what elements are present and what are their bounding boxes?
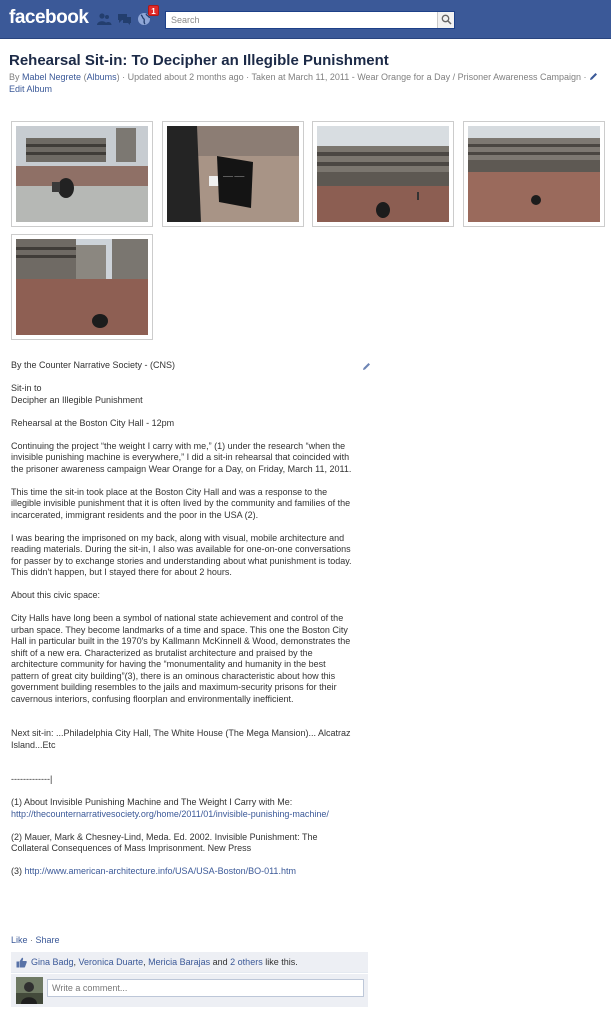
photo-image <box>167 126 299 222</box>
photo-thumbnail[interactable] <box>463 121 605 227</box>
photo-image <box>16 126 148 222</box>
friend-requests-icon[interactable] <box>96 12 112 26</box>
description-paragraph: (1) About Invisible Punishing Machine and The Weight I Carry with Me: <box>11 797 293 807</box>
notification-badge[interactable]: 1 <box>148 5 159 16</box>
search-button[interactable] <box>437 12 454 28</box>
description-paragraph: Continuing the project “the weight I carry with me,” (1) under the research “when the invisible punishing machine is everywhere,” I did a sit-in rehearsal that coincided with the prisoner awareness campaign Wear Orange for a Day, on Friday, March 11, 2011. <box>11 440 352 474</box>
photo-thumbnail[interactable] <box>162 121 304 227</box>
search-icon <box>441 14 452 25</box>
description-paragraph: City Halls have long been a symbol of national state achievement and control of the urban space. They become landmarks of a time and space. This one the Boston City Hall in particular built in the 1970's by Kallmann McKinnell & Wood, demonstrates the shift of a new era. Characterized as brutalist architecture and praised by the architecture community for having the “monumentality and humanity in the best pattern of great city building”(3), there is an ominous characteristic about how this government building resembles to the jails and maximum-security prisons for their cavernous interiors, confusing floorplan and environmentally inefficient. <box>11 613 351 704</box>
photo-thumbnail[interactable] <box>11 234 153 340</box>
comment-row <box>11 974 368 1007</box>
photo-thumbnail[interactable] <box>11 121 153 227</box>
likes-comma: , <box>143 957 149 967</box>
likes-suffix: like this. <box>262 957 298 967</box>
album-description <box>11 360 356 878</box>
photo-thumbnail[interactable] <box>312 121 454 227</box>
photo-image <box>468 126 600 222</box>
search-box[interactable] <box>165 11 455 29</box>
meta-by: By <box>9 72 23 82</box>
description-paragraph: (2) Mauer, Mark & Chesney-Lind, Meda. Ed. 2002. Invisible Punishment: The Collateral Consequences of Mass Imprisonment. New Press <box>11 831 318 853</box>
description-paragraph: Next sit-in: ...Philadelphia City Hall, The White House (The Mega Mansion)... Alcatraz Island...Etc <box>11 728 351 750</box>
description-paragraph: I was bearing the imprisoned on my back, along with visual, mobile architecture and reading materials. During the sit-in, I also was available for one-on-one conversations for passer by to exchange stories and understanding about what punishment is today. This didn't happen, but I stayed there for about 2 hours. <box>11 532 352 577</box>
description-line: Sit-in to <box>11 383 42 393</box>
others-link[interactable]: 2 others <box>230 957 263 967</box>
edit-description-pencil-icon[interactable] <box>362 362 371 371</box>
like-share-actions <box>11 935 60 945</box>
author-link[interactable]: Mabel Negrete <box>22 72 82 82</box>
like-link[interactable]: Like <box>11 935 28 945</box>
description-paragraph: Rehearsal at the Boston City Hall - 12pm <box>11 417 175 428</box>
liker-link[interactable]: Veronica Duarte <box>78 957 144 967</box>
description-paragraph: By the Counter Narrative Society - (CNS) <box>11 360 176 370</box>
likes-and: and <box>210 957 231 967</box>
album-title: Rehearsal Sit-in: To Decipher an Illegible Punishment <box>9 52 389 69</box>
top-bar <box>0 0 611 39</box>
description-paragraph: This time the sit-in took place at the Boston City Hall and was a response to the illegible invisible punishment that it is often lived by the community and families of the incarcerated, immigrant residents and the poor in the USA (2). <box>11 486 351 520</box>
thumbs-up-icon <box>16 957 27 968</box>
likes-bar <box>11 952 368 973</box>
photo-image <box>317 126 449 222</box>
avatar[interactable] <box>16 977 43 1004</box>
pencil-icon <box>589 72 598 81</box>
comment-input[interactable] <box>47 979 364 997</box>
messages-icon[interactable] <box>116 12 132 26</box>
reference-prefix: (3) <box>11 866 25 876</box>
share-link[interactable]: Share <box>35 935 60 945</box>
album-meta: By Mabel Negrete (Albums) · Updated about 2 months ago · Taken at March 11, 2011 - Wear Orange for a Day / Prisoner Awareness Campaign · Edit Album <box>9 71 604 95</box>
description-divider: -------------| <box>11 774 53 784</box>
albums-link[interactable]: Albums <box>86 72 117 82</box>
liker-link[interactable]: Mericia Barajas <box>148 957 211 967</box>
edit-album-link[interactable]: Edit Album <box>9 84 53 94</box>
meta-details: · Updated about 2 months ago · Taken at March 11, 2011 - Wear Orange for a Day / Prisoner Awareness Campaign · <box>119 72 589 82</box>
facebook-logo[interactable]: facebook <box>9 7 89 28</box>
photo-image <box>16 239 148 335</box>
svg-text:—— ——: —— —— <box>223 174 245 180</box>
reference-link-1[interactable]: http://thecounternarrativesociety.org/home/2011/01/invisible-punishing-machine/ <box>11 808 329 819</box>
liker-link[interactable]: Gina Badg <box>31 957 74 967</box>
description-line: Decipher an Illegible Punishment <box>11 394 143 405</box>
reference-link-3[interactable]: http://www.american-architecture.info/USA/USA-Boston/BO-011.htm <box>24 866 296 876</box>
action-separator: · <box>27 935 36 945</box>
search-input[interactable] <box>166 12 436 28</box>
description-paragraph: About this civic space: <box>11 590 101 600</box>
likes-comma: , <box>73 957 79 967</box>
